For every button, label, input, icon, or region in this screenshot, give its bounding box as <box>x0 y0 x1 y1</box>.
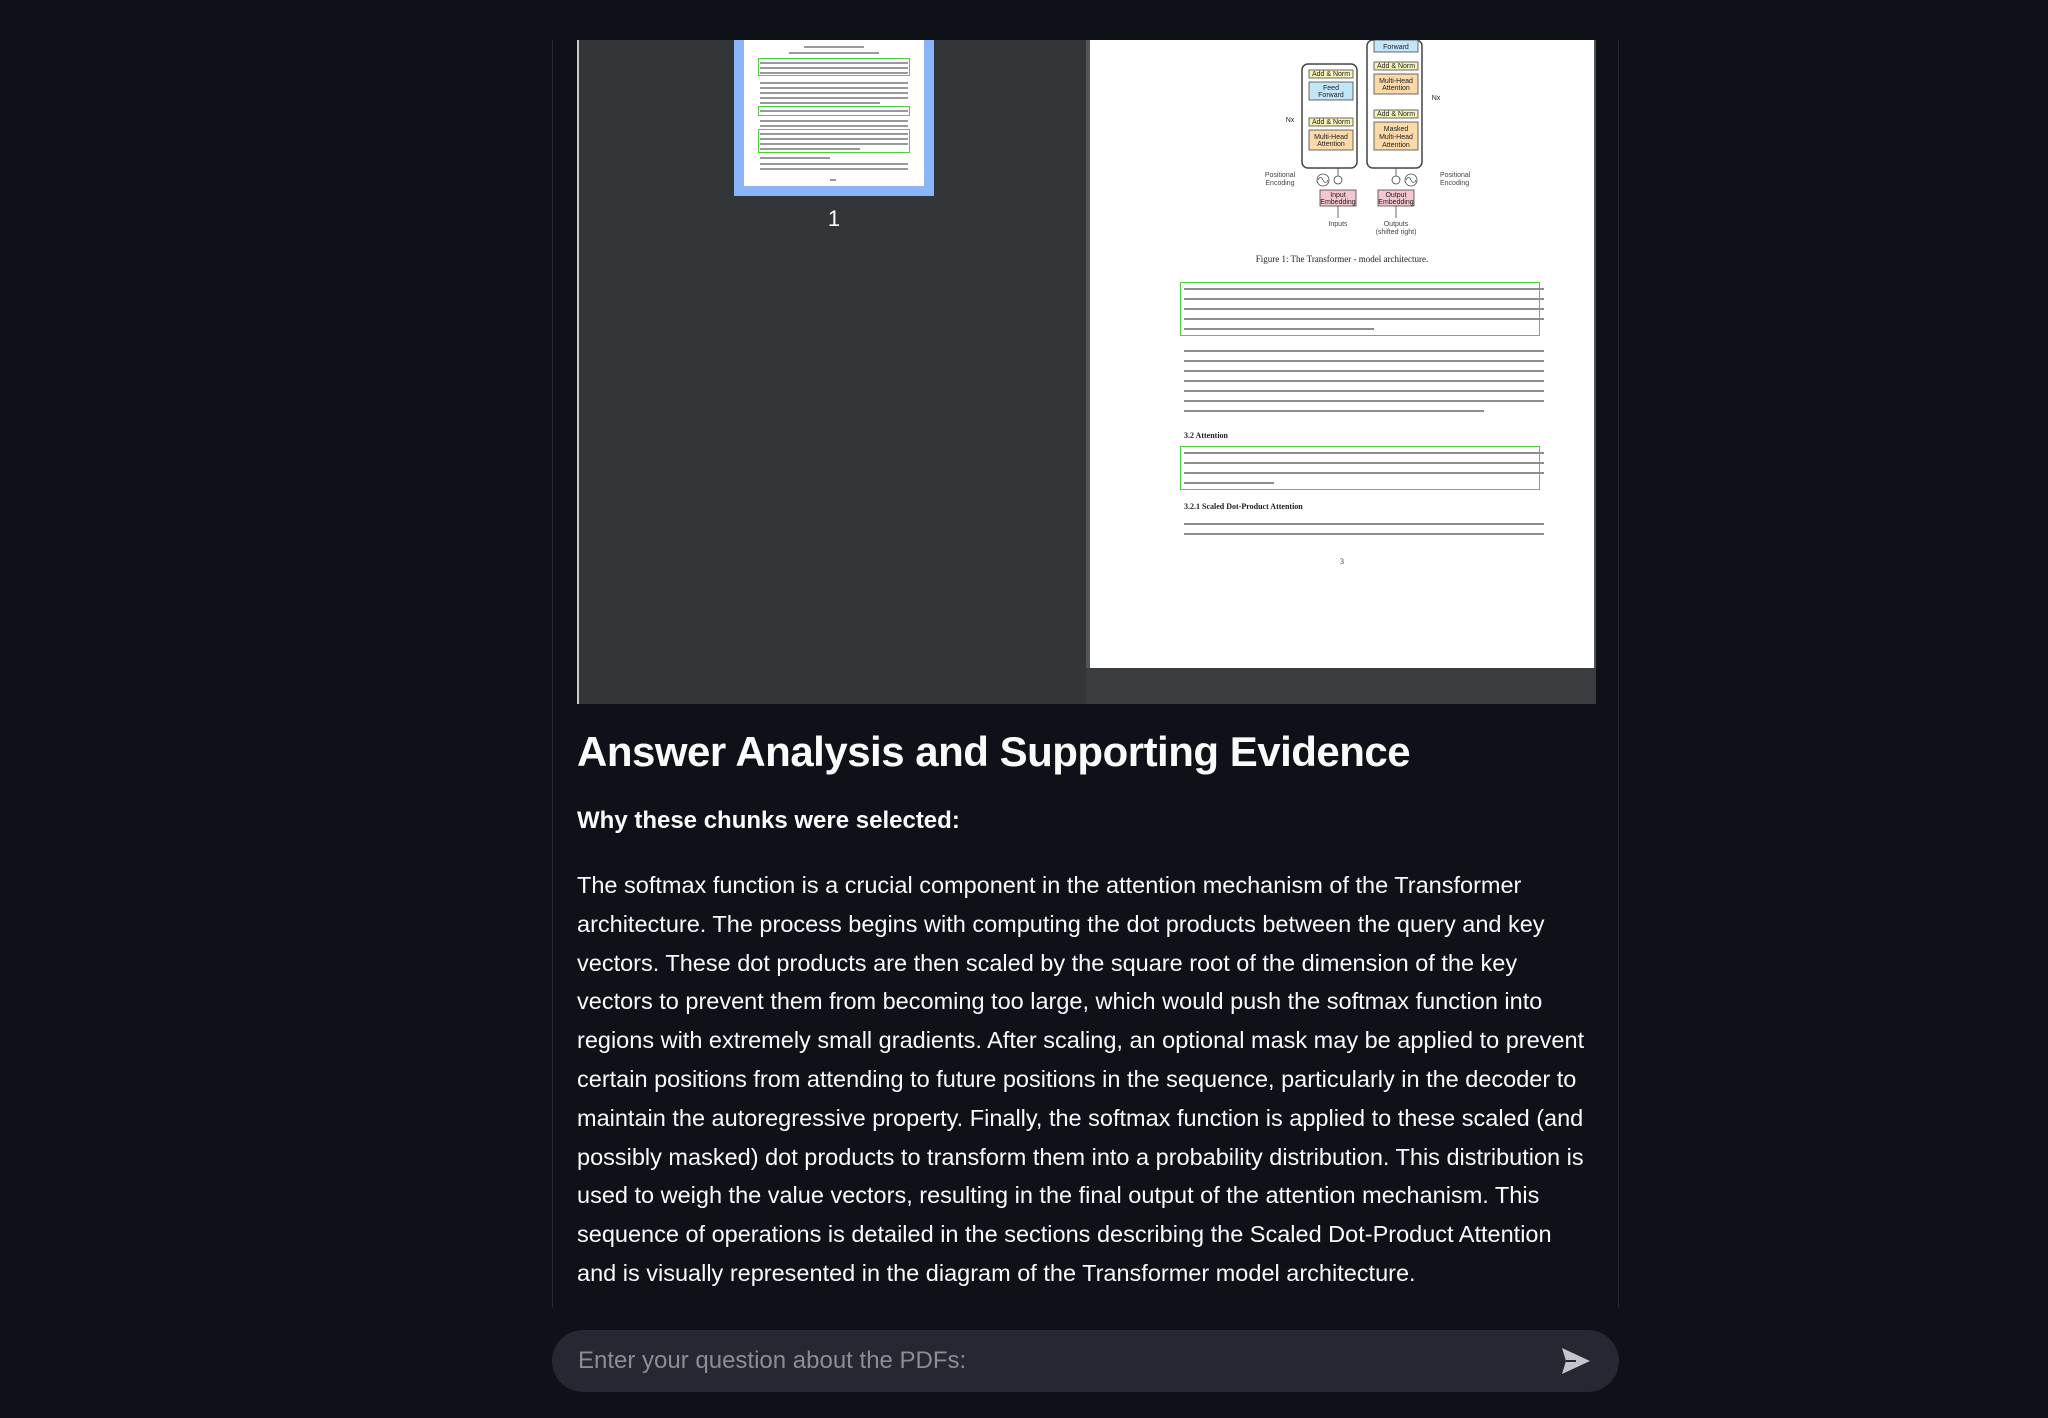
thumbnail-page <box>744 40 924 186</box>
pdf-viewer <box>577 40 1594 704</box>
column-border-left <box>552 40 553 1308</box>
page-number: 3 <box>1340 557 1344 566</box>
dec-mmha-att: Attention <box>1382 142 1410 149</box>
enc-mha-1: Multi-Head <box>1314 134 1348 141</box>
enc-pos-1: Positional <box>1264 172 1296 179</box>
section-attention-heading: 3.2 Attention <box>1184 431 1228 440</box>
dec-forward: Forward <box>1383 44 1409 51</box>
section-scaled-heading: 3.2.1 Scaled Dot-Product Attention <box>1184 502 1303 511</box>
enc-add-norm: Add & Norm <box>1311 119 1351 126</box>
chat-input-bar <box>552 1330 1619 1392</box>
transformer-architecture-diagram <box>1240 40 1471 250</box>
enc-add-norm-top: Add & Norm <box>1311 71 1351 78</box>
horizontal-scrollbar[interactable] <box>1086 668 1596 704</box>
output-emb-2: Embedding <box>1378 199 1414 206</box>
dec-mmha: Multi-Head <box>1379 134 1413 141</box>
analysis-heading: Answer Analysis and Supporting Evidence <box>577 728 1411 775</box>
analysis-body: The softmax function is a crucial component in the attention mechanism of the Transformer architecture. The process begins with computing the dot products between the query and key vectors. These dot products are then scaled by the square root of the dimension of the key vectors to prevent them from becoming too large, which would push the softmax function into regions with extremely small gradients. After scaling, an optional mask may be applied to prevent certain positions from attending to future positions in the sequence, particularly in the decoder to maintain the autoregressive property. Finally, the softmax function is applied to these scaled (and possibly masked) dot products to transform them into a probability distribution. This distribution is used to weigh the value vectors, resulting in the final output of the attention mechanism. This sequence of operations is detailed in the sections describing the Scaled Dot-Product Attention and is visually represented in the diagram of the Transformer model architecture. <box>577 872 1585 1286</box>
page-thumbnail[interactable] <box>734 40 934 196</box>
dec-pos-1: Positional <box>1440 172 1471 179</box>
dec-add-norm-1: Add & Norm <box>1376 63 1416 70</box>
pdf-page <box>1090 40 1594 668</box>
enc-nx: Nx <box>1285 117 1295 124</box>
question-input[interactable] <box>578 1330 1538 1392</box>
input-emb-2: Embedding <box>1320 199 1356 206</box>
enc-feed-2: Forward <box>1318 92 1344 99</box>
output-emb-1: Output <box>1385 192 1407 199</box>
outputs-shifted: (shifted right) <box>1375 229 1417 236</box>
thumbnail-page-number: 1 <box>827 206 841 231</box>
pdf-page-area[interactable] <box>1086 40 1596 704</box>
enc-mha-2: Attention <box>1317 141 1345 148</box>
outputs-label: Outputs <box>1383 221 1409 228</box>
send-icon[interactable] <box>1560 1346 1592 1376</box>
dec-add-norm-2: Add & Norm <box>1376 111 1416 118</box>
enc-feed-1: Feed <box>1323 85 1339 92</box>
analysis-subheading: Why these chunks were selected: <box>577 807 960 834</box>
dec-pos-2: Encoding <box>1440 180 1470 187</box>
inputs-label: Inputs <box>1328 221 1348 228</box>
dec-mha-1: Multi-Head <box>1379 78 1413 85</box>
dec-mha-2: Attention <box>1382 85 1410 92</box>
dec-nx: Nx <box>1431 95 1441 102</box>
top-bar <box>0 0 2048 40</box>
enc-pos-2: Encoding <box>1265 180 1295 187</box>
thumbnail-sidebar[interactable] <box>579 40 1086 704</box>
dec-masked: Masked <box>1383 126 1409 133</box>
figure-caption: Figure 1: The Transformer - model architecture. <box>1255 254 1429 264</box>
input-emb-1: Input <box>1330 192 1346 199</box>
column-border-right <box>1618 40 1619 1308</box>
